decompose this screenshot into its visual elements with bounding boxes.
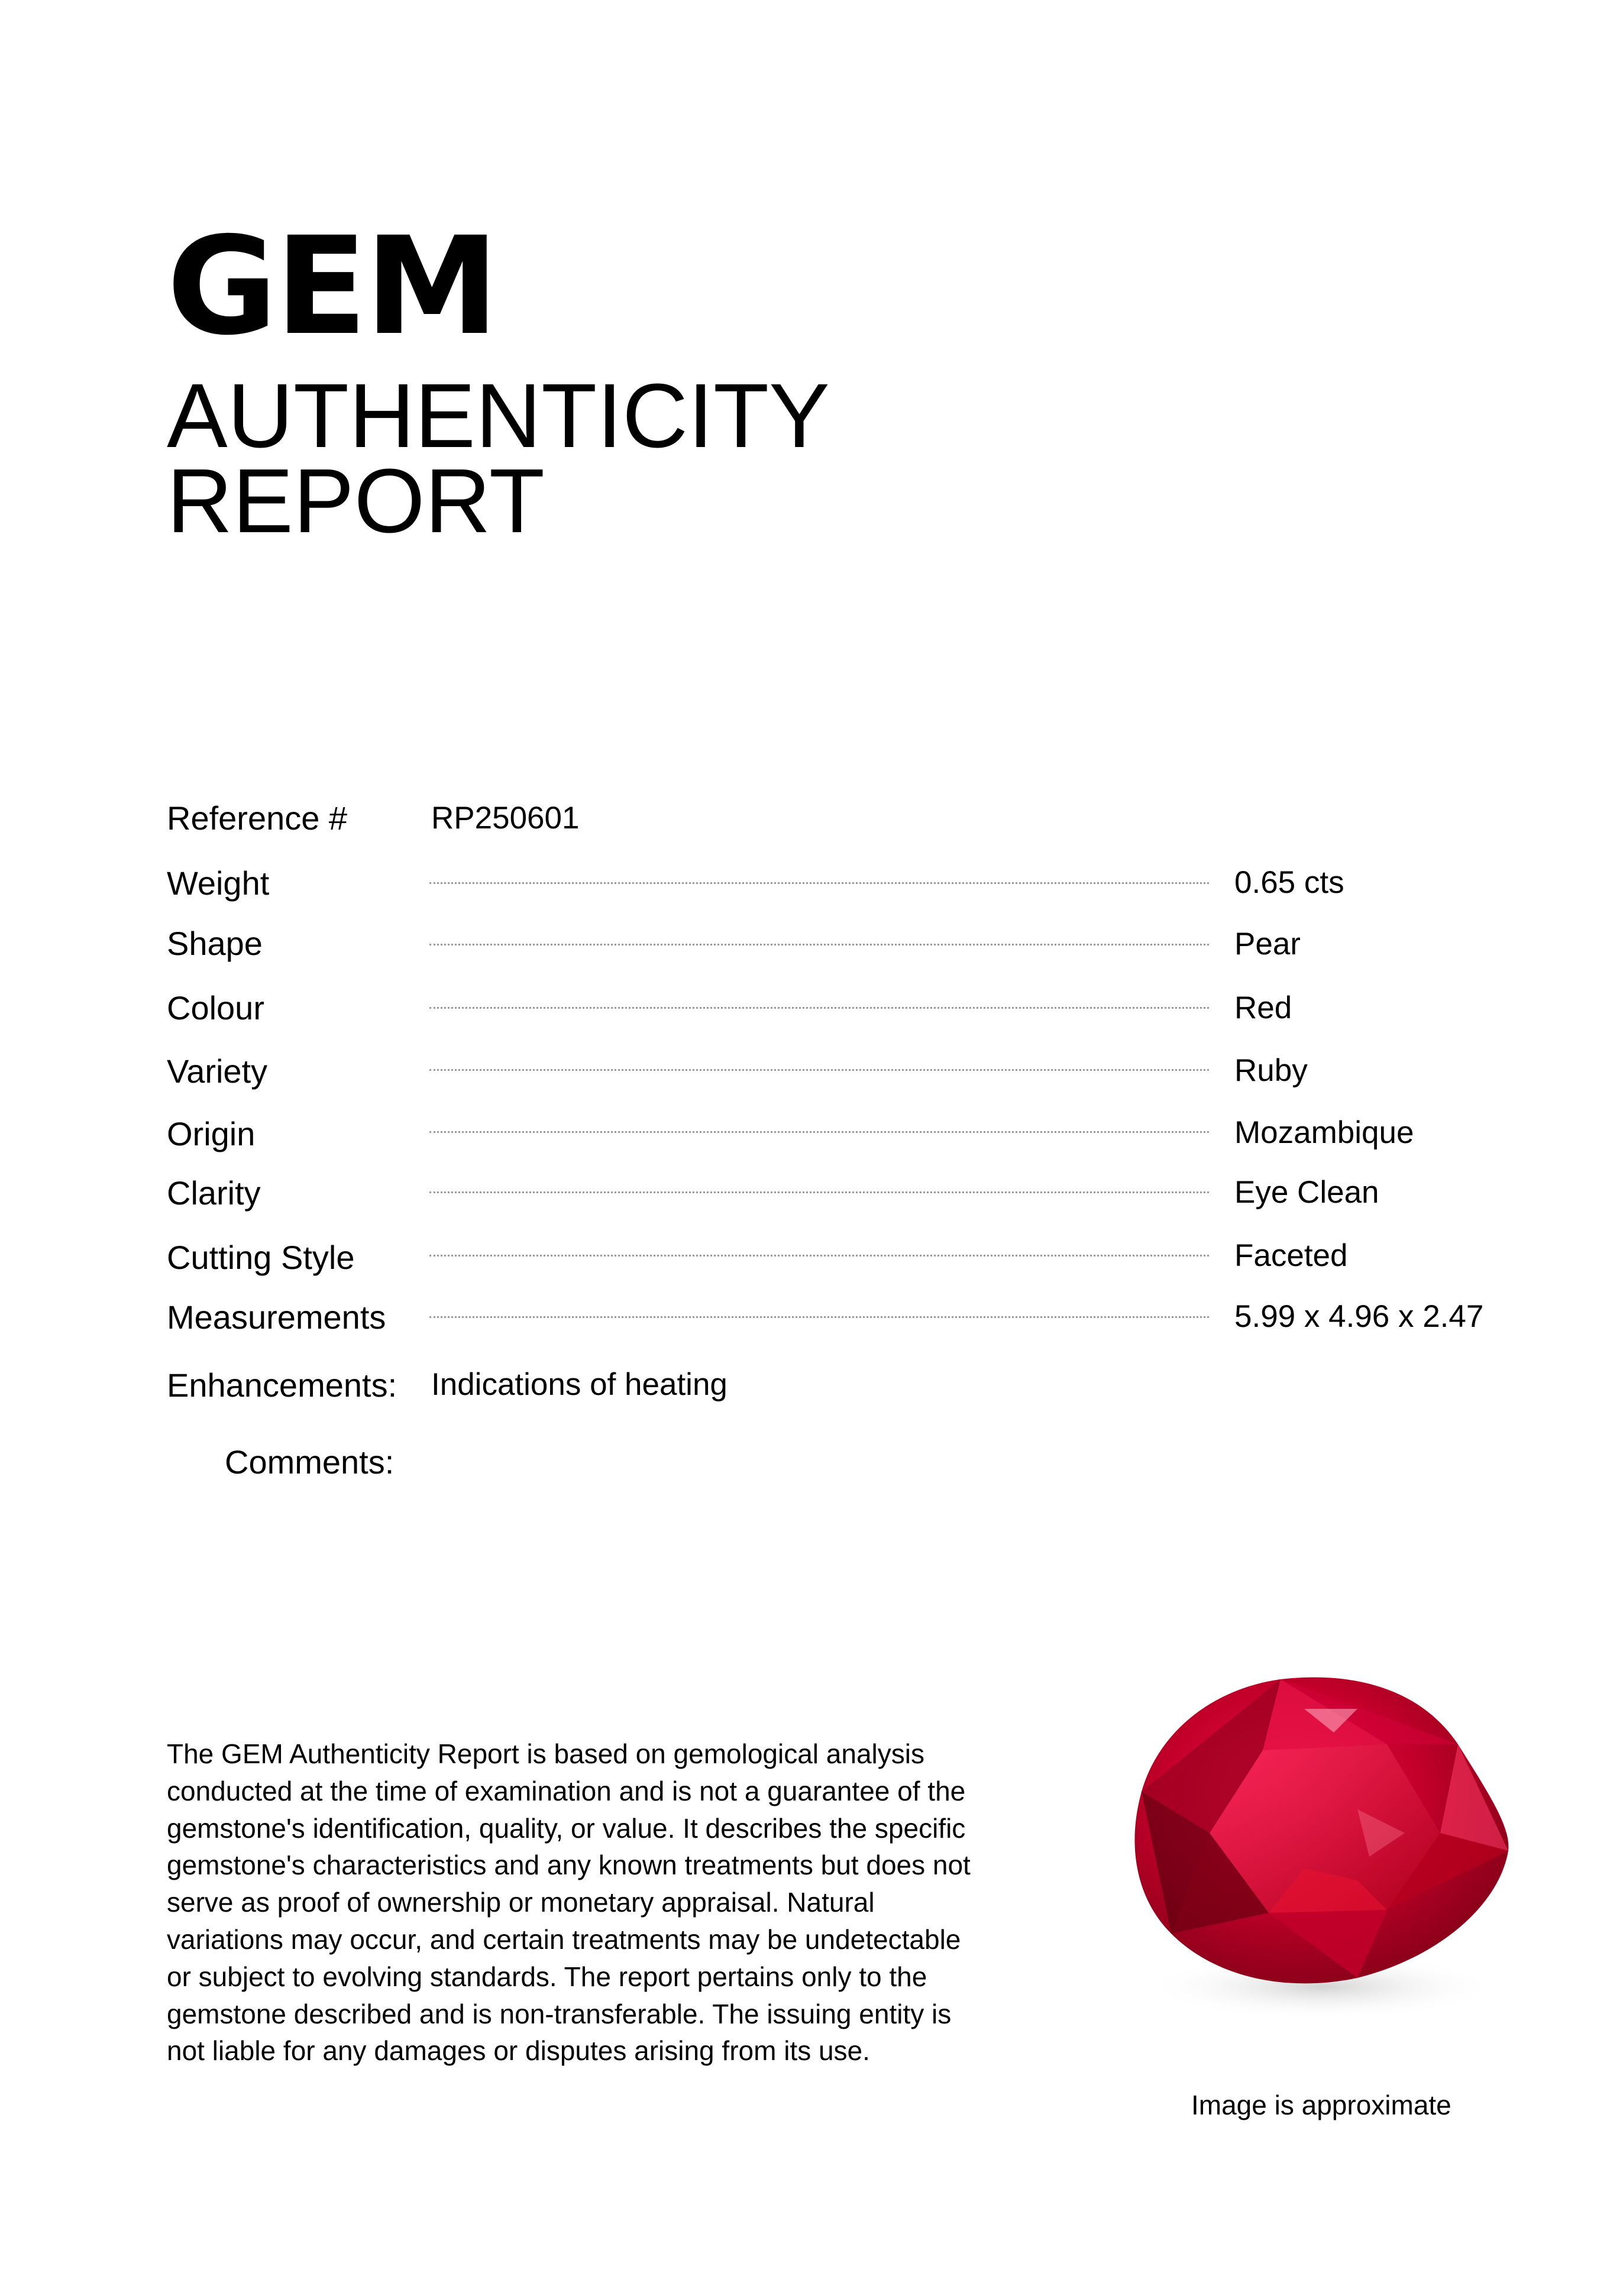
page-title-line-2: REPORT	[167, 450, 545, 552]
dotted-leader	[429, 1131, 1209, 1133]
disclaimer-line: or subject to evolving standards. The report pertains only to the	[167, 1961, 927, 1992]
spec-value: Ruby	[1234, 1053, 1308, 1088]
disclaimer-line: serve as proof of ownership or monetary appraisal. Natural	[167, 1887, 875, 1918]
dotted-leader	[429, 1007, 1209, 1009]
spec-value: Pear	[1234, 927, 1301, 961]
spec-value: Eye Clean	[1234, 1175, 1379, 1210]
spec-value: Red	[1234, 990, 1292, 1025]
comments-label: Comments:	[225, 1443, 395, 1481]
ruby-gemstone-image	[1109, 1656, 1523, 2028]
disclaimer-line: conducted at the time of examination and is not a guarantee of the	[167, 1775, 966, 1806]
spec-value: Mozambique	[1234, 1115, 1414, 1150]
dotted-leader	[429, 944, 1209, 945]
spec-label: Measurements	[167, 1298, 386, 1336]
dotted-leader	[429, 1316, 1209, 1318]
dotted-leader	[429, 1191, 1209, 1193]
reference-value: RP250601	[431, 801, 580, 836]
page-title-line-1: AUTHENTICITY	[167, 365, 830, 467]
disclaimer-line: variations may occur, and certain treatments may be undetectable	[167, 1923, 961, 1955]
disclaimer-line: not liable for any damages or disputes arising from its use.	[167, 2035, 870, 2067]
dotted-leader	[429, 882, 1209, 884]
spec-label: Variety	[167, 1053, 268, 1090]
spec-label: Shape	[167, 925, 263, 962]
spec-label: Colour	[167, 989, 264, 1026]
spec-value: 0.65 cts	[1234, 865, 1344, 900]
spec-label: Origin	[167, 1115, 256, 1152]
spec-value: 5.99 x 4.96 x 2.47	[1234, 1299, 1484, 1334]
brand-wordmark: GEM	[167, 208, 497, 365]
spec-label: Cutting Style	[167, 1239, 355, 1276]
disclaimer-line: gemstone described and is non-transferable. The issuing entity is	[167, 1998, 952, 2029]
disclaimer-line: gemstone's identification, quality, or value. It describes the specific	[167, 1812, 966, 1844]
enhancements-label: Enhancements:	[167, 1366, 397, 1404]
image-caption: Image is approximate	[1191, 2090, 1451, 2120]
reference-label: Reference #	[167, 799, 348, 837]
dotted-leader	[429, 1069, 1209, 1071]
spec-label: Weight	[167, 864, 270, 902]
dotted-leader	[429, 1255, 1209, 1257]
disclaimer-line: The GEM Authenticity Report is based on gemological analysis	[167, 1738, 924, 1769]
disclaimer-line: gemstone's characteristics and any known treatments but does not	[167, 1850, 971, 1881]
enhancements-value: Indications of heating	[431, 1367, 728, 1402]
spec-value: Faceted	[1234, 1238, 1348, 1273]
disclaimer-paragraph	[167, 1735, 1007, 2070]
spec-label: Clarity	[167, 1174, 261, 1212]
